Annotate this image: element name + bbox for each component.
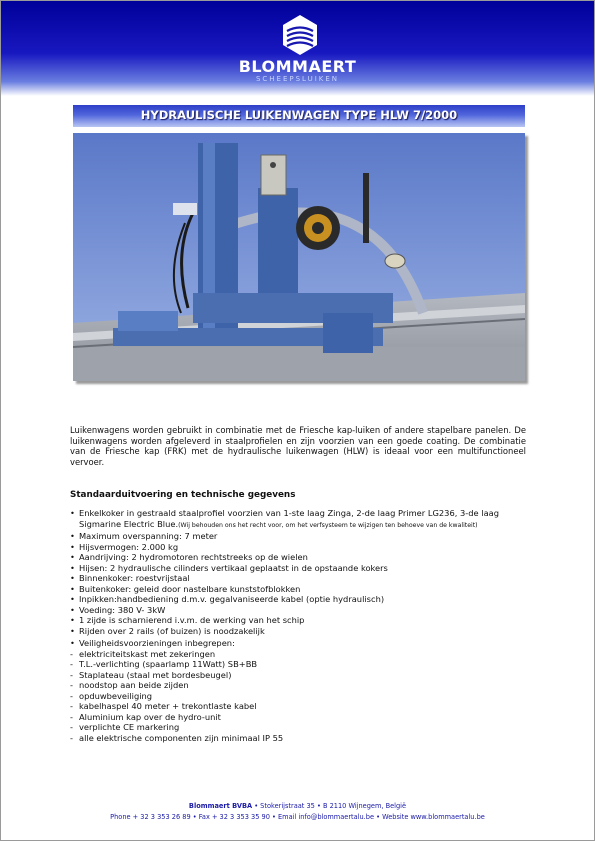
list-item: • Hijsen: 2 hydraulische cilinders vertikaal geplaatst in de opstaande kokers (70, 562, 388, 573)
bullet-icon: • (70, 638, 75, 648)
dash-icon: - (70, 669, 73, 680)
list-item: • Binnenkoker: roestvrijstaal (70, 573, 190, 583)
safety-list (70, 638, 530, 743)
spec-note: (Wij behouden ons het recht voor, om het verfsysteem te wijzigen ten behoeve van de kwaliteit) (178, 521, 478, 529)
intro-paragraph: Luikenwagens worden gebruikt in combinatie met de Friesche kap-luiken of andere stapelbare panelen. De luikenwagens worden afgeleverd in staalprofielen en zijn voorzien van een goede coating. De combinatie van de Friesche kap (FRK) met de hydraulische luikenwagen (HLW) is ideaal voor een multifunctioneel vervoer. (70, 425, 526, 467)
blommaert-logo-icon (283, 15, 317, 55)
dash-icon: - (70, 648, 73, 659)
list-item: - Staplateau (staal met bordesbeugel) (70, 669, 232, 680)
list-item: - kabelhaspel 40 meter + trekontlaste kabel (70, 701, 257, 711)
brand-name: BLOMMAERT (238, 57, 357, 76)
bullet-icon: • (70, 583, 75, 594)
list-item: - alle elektrische componenten zijn minimaal IP 55 (70, 732, 284, 743)
list-item: • Aandrijving: 2 hydromotoren rechtstreeks op de wielen (70, 552, 308, 562)
footer-contact: Phone + 32 3 353 26 89 • Fax + 32 3 353 35 90 • Email info@blommaertalu.be • Website www.blommaertalu.be (110, 813, 485, 821)
dash-icon: - (70, 680, 73, 690)
bullet-icon: • (70, 573, 75, 583)
list-item: - noodstop aan beide zijden (70, 680, 189, 690)
bullet-icon: • (70, 531, 75, 541)
list-item: - T.L.-verlichting (spaarlamp 11Watt) SB+BB (70, 659, 258, 669)
bullet-icon: • (70, 552, 75, 562)
list-item: - Aluminium kap over de hydro-unit (70, 711, 221, 722)
list-item: - opduwbeveiliging (70, 690, 153, 701)
bullet-icon: • (70, 615, 75, 625)
dash-icon: - (70, 732, 73, 743)
bullet-icon: • (70, 562, 75, 573)
list-item: • Enkelkoker in gestraald staalprofiel voorzien van 1-ste laag Zinga, 2-de laag Primer LG236, 3-de laag Sigmarine Electric Blue.(Wij behouden ons het recht voor, om het verfsysteem te wijzigen ten behoeve van de kwaliteit) (70, 508, 500, 529)
brand-subtitle: SCHEEPSLUIKEN (255, 75, 340, 83)
list-item: • Rijden over 2 rails (of buizen) is noodzakelijk (70, 625, 265, 636)
list-item: • Inpikken:handbediening d.m.v. gegalvaniseerde kabel (optie hydraulisch) (70, 594, 385, 604)
list-item: • Veiligheidsvoorzieningen inbegrepen: (70, 638, 235, 648)
bullet-icon: • (70, 594, 75, 604)
dash-icon: - (70, 711, 73, 722)
bullet-icon: • (70, 541, 75, 552)
page-title: HYDRAULISCHE LUIKENWAGEN TYPE HLW 7/2000 (140, 108, 458, 122)
spec-heading: Standaarduitvoering en technische gegevens (70, 490, 296, 500)
dash-icon: - (70, 722, 73, 732)
list-item: • 1 zijde is scharnierend i.v.m. de werking van het schip (70, 615, 305, 625)
list-item: • Hijsvermogen: 2.000 kg (70, 541, 179, 552)
spec-list (70, 508, 530, 636)
footer-address-text: • Stokerijstraat 35 • B 2110 Wijnegem, België (252, 802, 407, 810)
list-item: - elektriciteitskast met zekeringen (70, 648, 216, 659)
dash-icon: - (70, 659, 73, 669)
bullet-icon: • (70, 508, 75, 518)
footer-company: Blommaert BVBA (188, 802, 253, 810)
dash-icon: - (70, 690, 73, 701)
title-bar (73, 105, 525, 127)
dash-icon: - (70, 701, 73, 711)
bullet-icon: • (70, 604, 75, 615)
list-item: • Voeding: 380 V- 3kW (70, 604, 166, 615)
list-item: • Buitenkoker: geleid door nastelbare kunststofblokken (70, 583, 301, 594)
bullet-icon: • (70, 625, 75, 636)
product-photo (73, 133, 525, 381)
list-item: - verplichte CE markering (70, 722, 180, 732)
footer-address (0, 802, 595, 810)
list-item: • Maximum overspanning: 7 meter (70, 531, 218, 541)
